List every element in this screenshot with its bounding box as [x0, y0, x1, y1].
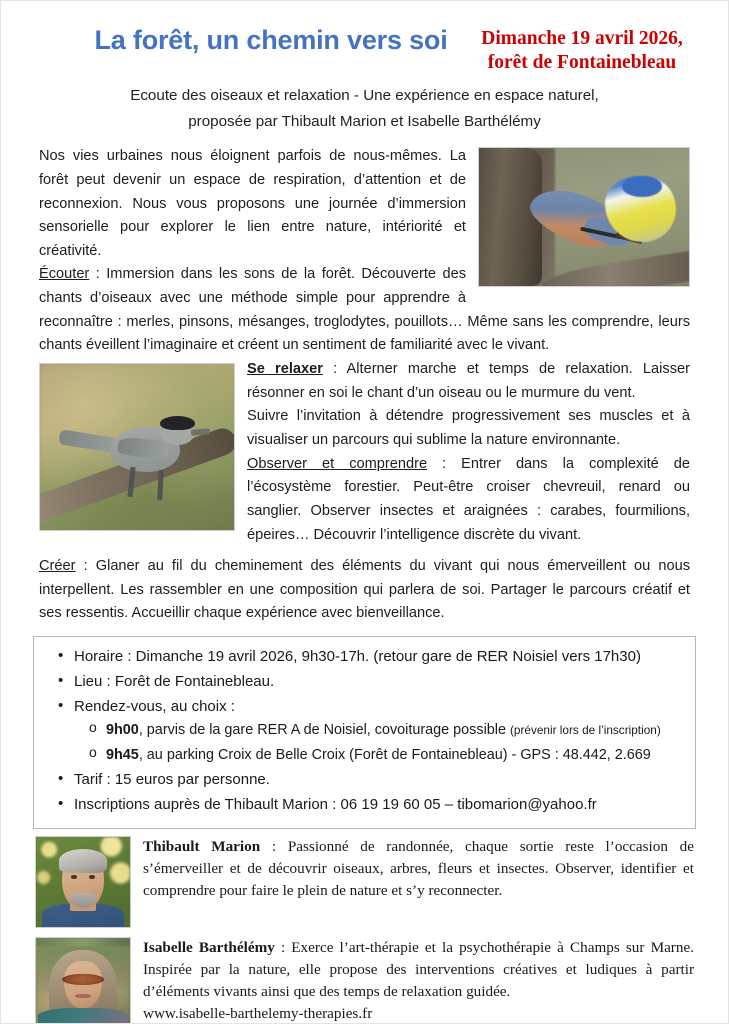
thibault-description: : Passionné de randonnée, chaque sortie reste l’occasion de s’émerveiller et de découvrir oiseaux, arbres, fleurs et insectes. Observer, identifier et comprendre pour faire le plein de nature et s’y reconnecter. — [143, 837, 695, 899]
sunglasses-shape — [62, 974, 103, 985]
meet-time-1: 9h00 — [106, 722, 139, 739]
list-item-horaire — [58, 645, 681, 670]
blue-tit-cap-shape — [622, 176, 662, 197]
hair-shape — [59, 849, 108, 872]
isabelle-website[interactable]: www.isabelle-barthelemy-therapies.fr — [143, 1004, 373, 1022]
meet-text-2: , au parking Croix de Belle Croix (Forêt de Fontainebleau) - GPS : 48.442, 2.669 — [138, 746, 651, 763]
eye-shape — [89, 875, 96, 879]
photo-top-strip-shape — [36, 938, 130, 946]
observer-text: : Entrer dans la complexité de l’écosystème forestier. Peut-être croiser chevreuil, renard ou sanglier. Observer insectes et araignées : carabes, fourmilions, épeires… Découvrir l’intelligence discrète du vivant. — [247, 455, 690, 543]
meet-text-1: , parvis de la gare RER A de Noisiel, covoiturage possible — [138, 722, 510, 739]
rendezvous-sublist — [74, 718, 681, 767]
horaire-text: Horaire : Dimanche 19 avril 2026, 9h30-17h. (retour gare de RER Noisiel vers 17h30) — [74, 648, 641, 666]
beard-shape — [70, 893, 96, 907]
bullet-icon: • — [58, 647, 64, 665]
mouth-shape — [75, 994, 92, 999]
creer-label: Créer — [39, 558, 76, 575]
tree-trunk-shape — [478, 148, 542, 286]
intro-block — [39, 145, 690, 358]
list-item-inscriptions — [58, 793, 681, 818]
header — [1, 1, 728, 79]
thibault-name: Thibault Marion — [143, 837, 261, 855]
isabelle-bio-text — [143, 937, 694, 1024]
subtitle — [1, 83, 728, 135]
relaxer-label: Se relaxer — [247, 361, 323, 378]
practical-info-box — [33, 636, 696, 829]
relaxer-paragraph-2: Suivre l’invitation à détendre progressivement ses muscles et à visualiser un parcours qui sublime la nature environnante. — [247, 408, 690, 448]
main-content — [1, 145, 728, 626]
subtitle-line-2: proposée par Thibault Marion et Isabelle Barthélémy — [188, 113, 541, 131]
bullet-icon: • — [58, 696, 64, 714]
ecouter-text: : Immersion dans les sons de la forêt. Découverte des chants d’oiseaux avec une méthode simple pour apprendre à reconnaître : merles, pinsons, mésanges, troglodytes, pouillots… Même sans les comprendre, leurs chants éveillent l’imaginaire et créent un sentiment de familiarité avec le vivant. — [39, 266, 690, 354]
list-item-rendezvous — [58, 695, 681, 768]
ecouter-label: Écouter — [39, 266, 90, 283]
subtitle-line-1: Ecoute des oiseaux et relaxation - Une expérience en espace naturel, — [130, 87, 599, 104]
relax-observe-block — [39, 358, 690, 547]
page-title: La forêt, un chemin vers soi — [94, 25, 448, 55]
lieu-text: Lieu : Forêt de Fontainebleau. — [74, 672, 275, 690]
relaxer-text: : Alterner marche et temps de relaxation. Laisser résonner en soi le chant d’un oiseau ou le murmure du vent. — [247, 361, 690, 401]
observer-label: Observer et comprendre — [247, 455, 428, 472]
creer-text: : Glaner au fil du cheminement des éléments du vivant qui nous émerveillent ou nous interpellent. Les rassembler en une composition qui parlera de soi. Partager le parcours créatif et ses ressentis. Accueillir chaque expérience avec bienveillance. — [39, 558, 690, 622]
isabelle-name: Isabelle Barthélémy — [143, 938, 275, 956]
blackcap-image — [39, 363, 235, 531]
sub-list-item-9h45 — [89, 743, 681, 767]
inscriptions-text[interactable]: Inscriptions auprès de Thibault Marion : 06 19 19 60 05 – tibomarion@yahoo.fr — [74, 795, 597, 813]
tarif-text: Tarif : 15 euros par personne. — [74, 771, 270, 789]
meet-time-2: 9h45 — [106, 746, 139, 763]
bullet-icon: • — [58, 770, 64, 788]
bullet-icon: • — [58, 671, 64, 689]
bio-isabelle — [35, 937, 694, 1024]
intro-paragraph: Nos vies urbaines nous éloignent parfois de nous-mêmes. La forêt peut devenir un espace de respiration, d’attention et de reconnexion. Nous vous proposons une journée d’immersion sensorielle pour explorer le lien entre nature, intériorité et créativité. — [39, 148, 466, 259]
thibault-marion-photo — [35, 836, 131, 928]
thibault-bio-text — [143, 836, 694, 902]
list-item-lieu — [58, 670, 681, 695]
sub-bullet-icon: o — [89, 719, 97, 736]
bullet-icon: • — [58, 794, 64, 812]
sub-bullet-icon: o — [89, 743, 97, 760]
isabelle-barthelemy-photo — [35, 937, 131, 1024]
creer-paragraph — [39, 555, 690, 626]
isabelle-description: : Exerce l’art-thérapie et la psychothérapie à Champs sur Marne. Inspirée par la nature, elle propose des interventions créatives et ludiques à partir d’éléments vivants ainsi que des temps de relaxation guidée. — [143, 938, 694, 1000]
torso-shape — [38, 1008, 128, 1024]
info-list — [48, 645, 681, 818]
event-date-block — [452, 27, 712, 75]
meet-note-1: (prévenir lors de l’inscription) — [509, 723, 661, 738]
sub-list-item-9h00 — [89, 718, 681, 742]
rendezvous-text: Rendez-vous, au choix : — [74, 697, 235, 715]
list-item-tarif — [58, 768, 681, 793]
branch-shape — [541, 248, 690, 287]
event-date-line1: Dimanche 19 avril 2026, — [481, 28, 683, 49]
event-location-line: forêt de Fontainebleau — [487, 51, 677, 73]
nuthatch-blue-tit-image — [478, 147, 690, 287]
bio-thibault — [35, 836, 694, 928]
blackcap-black-cap-shape — [160, 416, 195, 431]
